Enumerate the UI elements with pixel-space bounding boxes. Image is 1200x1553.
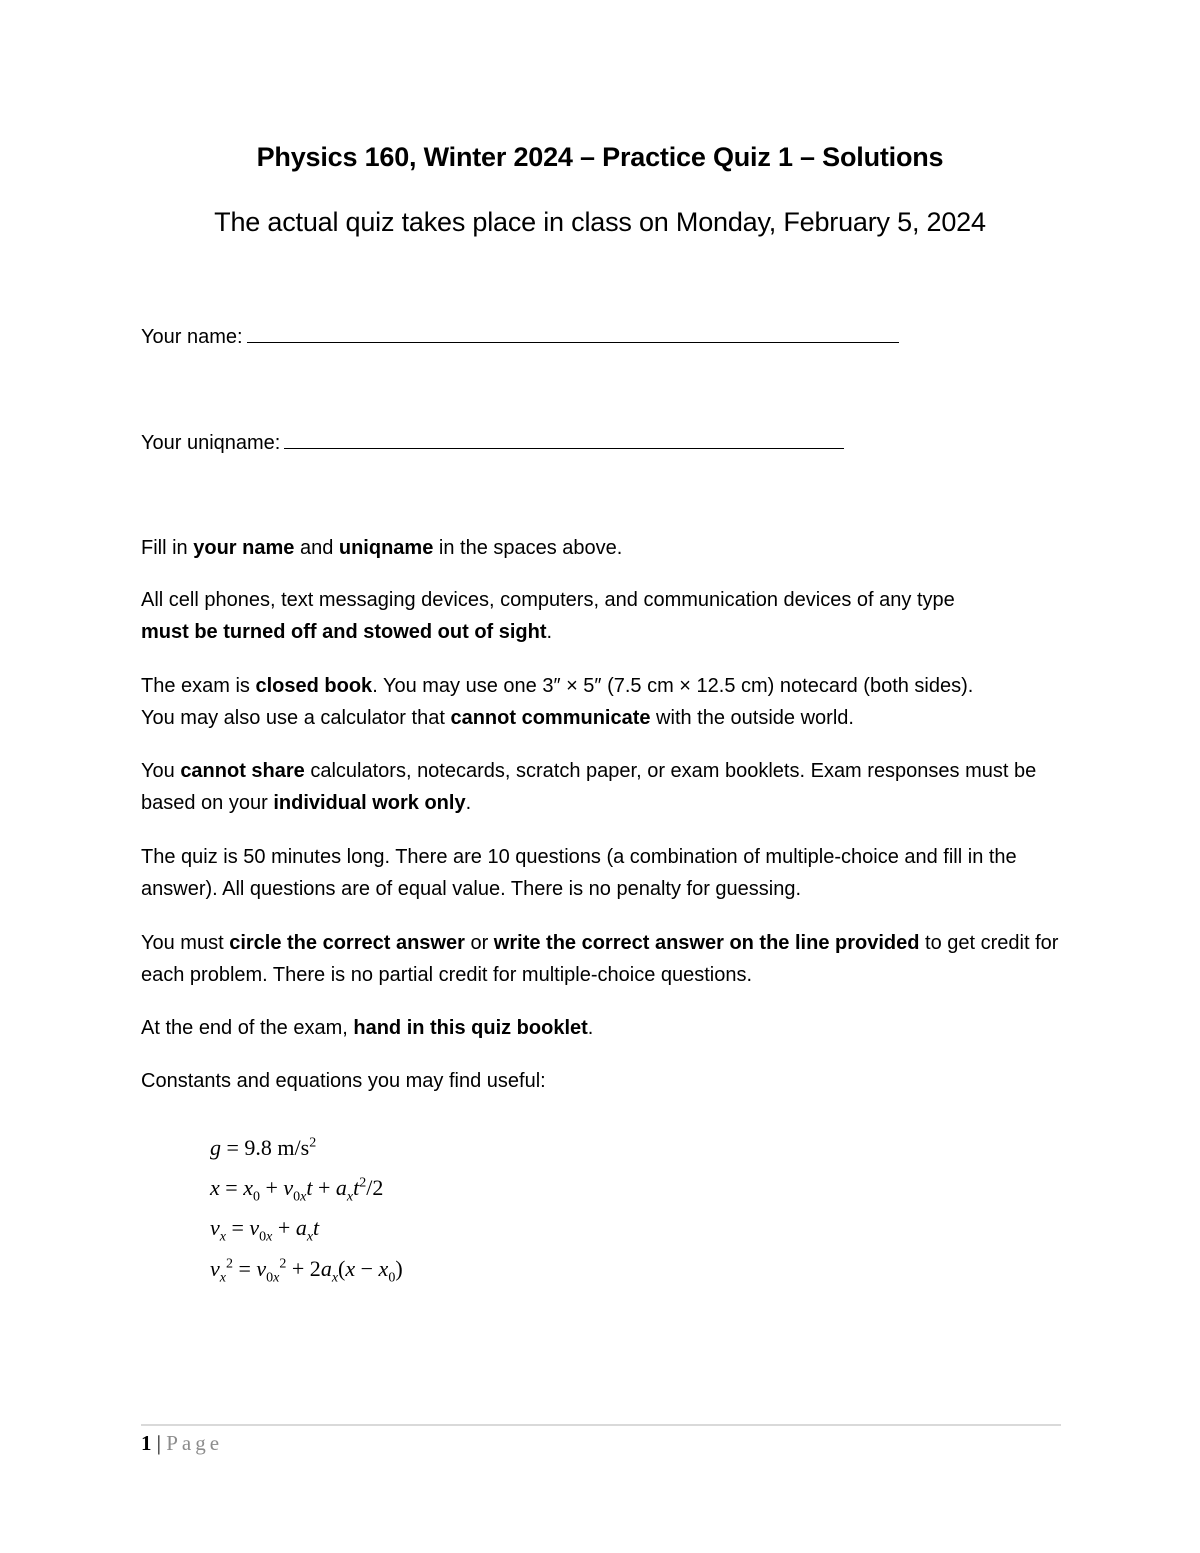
equation-gravity: g = 9.8 $m/s^2$ [210, 1135, 317, 1160]
footer-separator: | [156, 1431, 161, 1455]
instruction-hand-in: At the end of the exam, hand in this quiz booklet. [141, 1017, 594, 1039]
instruction-no-sharing: You cannot share calculators, notecards, scratch paper, or exam booklets. Exam responses must be based on your individual work only. [141, 760, 1037, 814]
footer-divider [141, 1424, 1061, 1426]
name-blank-line[interactable] [247, 322, 899, 343]
equation-velocity: $v_x = v_{0x} + a_xt$ [210, 1215, 320, 1245]
instruction-answers: You must circle the correct answer or write the correct answer on the line provided to get credit for each problem. There is no partial credit for multiple-choice questions. [141, 932, 1059, 986]
instruction-duration: The quiz is 50 minutes long. There are 10 questions (a combination of multiple-choice and fill in the answer). All questions are of equal value. There is no penalty for guessing. [141, 846, 1017, 900]
page-title: Physics 160, Winter 2024 – Practice Quiz 1 – Solutions [256, 142, 944, 172]
name-label: Your name: [141, 326, 243, 348]
constants-heading: Constants and equations you may find useful: [141, 1070, 546, 1092]
instruction-closed-book: The exam is closed book. You may use one 3″ × 5″ (7.5 cm × 12.5 cm) notecard (both sides). You may also use a calculator that cannot communicate with the outside world. [141, 675, 974, 729]
page-subtitle: The actual quiz takes place in class on Monday, February 5, 2024 [214, 207, 986, 237]
uniqname-label: Your uniqname: [141, 432, 281, 454]
uniqname-blank-line[interactable] [284, 428, 844, 449]
equation-velocity-squared: $v_x^2 = v_{0x}^2 + 2a_x(x - x_0)$ [210, 1256, 403, 1286]
uniqname-field [141, 428, 844, 455]
page-footer [141, 1431, 223, 1456]
page-number: 1 [141, 1431, 152, 1455]
page-label: Page [166, 1431, 224, 1455]
equation-position: $x = x_0 + v_{0x}t + a_xt^2/2$ [210, 1175, 384, 1205]
name-field [141, 322, 899, 349]
instruction-devices: All cell phones, text messaging devices, computers, and communication devices of any type must be turned off and stowed out of sight. [141, 589, 955, 643]
instruction-fill-in: Fill in your name and uniqname in the spaces above. [141, 537, 623, 559]
